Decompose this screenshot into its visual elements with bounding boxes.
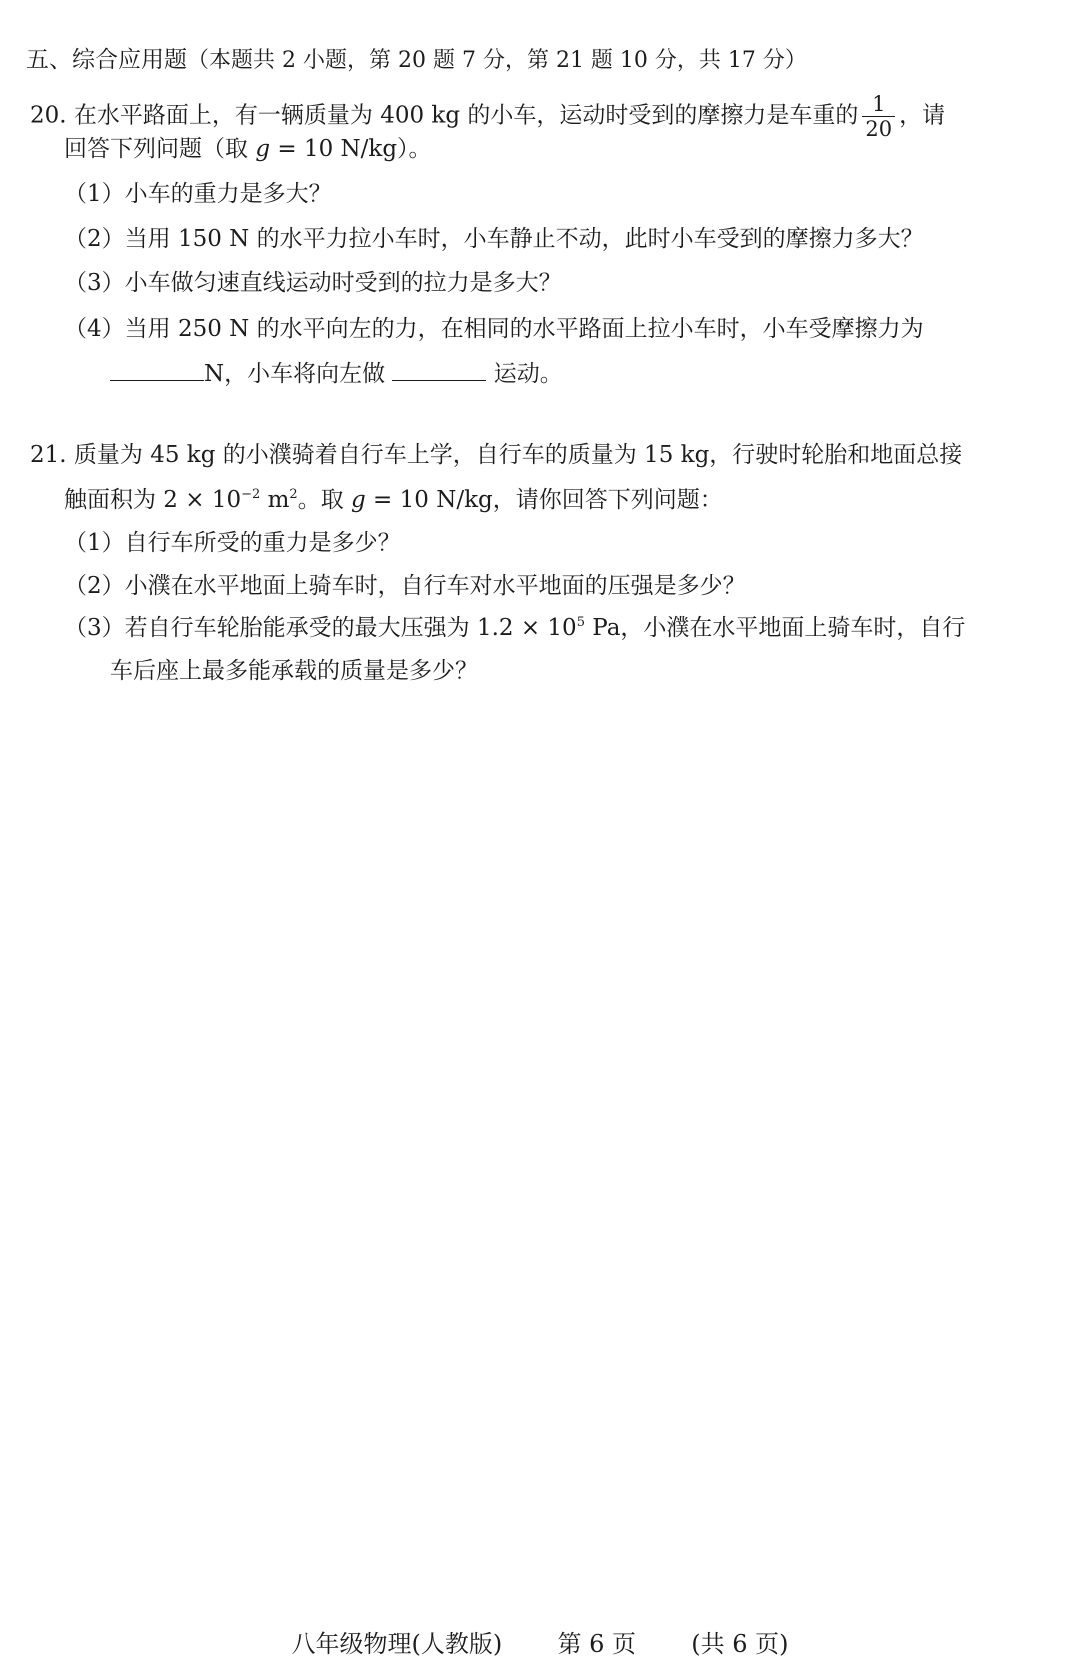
question-21-stem-text-4: = 10 N/kg，请你回答下列问题： — [365, 487, 723, 513]
g-symbol: g — [255, 136, 271, 162]
fraction-numerator: 1 — [862, 92, 895, 117]
question-20-sub-4: （4）当用 250 N 的水平向左的力，在相同的水平路面上拉小车时，小车受摩擦力为 — [64, 316, 924, 342]
g-symbol: g — [351, 487, 366, 513]
question-20-stem-end: ，请 — [899, 102, 946, 129]
question-20-sub-4-continued — [110, 362, 563, 386]
fraction-one-twentieth — [862, 92, 895, 141]
question-20-sub-3: （3）小车做匀速直线运动时受到的拉力是多大？ — [64, 270, 562, 296]
question-21-sub-3 — [64, 617, 965, 640]
question-21-stem-text-3: 。取 — [297, 487, 351, 513]
page-footer — [0, 1624, 1080, 1659]
pressure-exponent: 5 — [576, 615, 585, 630]
answer-blank-motion[interactable] — [392, 362, 486, 381]
question-20-sub-1: （1）小车的重力是多大？ — [64, 181, 332, 207]
section-note: （本题共 2 小题，第 20 题 7 分，第 21 题 10 分，共 17 分） — [187, 48, 807, 73]
question-21-number: 21. — [30, 442, 67, 468]
area-unit-exponent: 2 — [289, 487, 298, 502]
question-21-stem — [30, 444, 962, 467]
question-21-sub-3-text: （3）若自行车轮胎能承受的最大压强为 1.2 × 10 — [64, 615, 577, 641]
question-21-sub-1: （1）自行车所受的重力是多少？ — [64, 530, 401, 556]
question-20-stem-text: 在水平路面上，有一辆质量为 400 kg 的小车，运动时受到的摩擦力是车重的 — [73, 102, 859, 129]
question-20-number: 20. — [30, 102, 67, 129]
area-unit: m — [260, 487, 290, 513]
question-20-stem-text-2: 回答下列问题（取 — [64, 136, 256, 162]
question-21-stem-text: 质量为 45 kg 的小濮骑着自行车上学，自行车的质量为 15 kg，行驶时轮胎和地面总接 — [73, 442, 963, 468]
question-20-sub-2: （2）当用 150 N 的水平力拉小车时，小车静止不动，此时小车受到的摩擦力多大？ — [64, 226, 924, 252]
question-20-stem-text-3: = 10 N/kg）。 — [270, 136, 432, 162]
question-21-area-text: 触面积为 2 × 10 — [64, 487, 242, 513]
question-20-stem — [30, 92, 945, 141]
question-21-sub-2: （2）小濮在水平地面上骑车时，自行车对水平地面的压强是多少？ — [64, 573, 746, 599]
footer-page-number: 第 6 页 — [557, 1630, 636, 1658]
question-20-stem-continued — [64, 138, 432, 161]
question-20-sub-4-text-2: N，小车将向左做 — [204, 361, 386, 387]
footer-subject: 八年级物理(人教版) — [291, 1630, 503, 1658]
question-21-sub-3-text-2: Pa，小濮在水平地面上骑车时，自行 — [584, 615, 966, 641]
question-21-stem-continued — [64, 489, 723, 512]
fraction-denominator: 20 — [865, 117, 893, 142]
question-20-sub-4-text-3: 运动。 — [493, 361, 563, 387]
answer-blank-friction[interactable] — [110, 362, 204, 381]
footer-total-pages: (共 6 页) — [691, 1630, 789, 1658]
question-21-sub-3-continued: 车后座上最多能承载的质量是多少？ — [110, 658, 478, 684]
section-title-text: 五、综合应用题 — [26, 47, 187, 73]
section-title — [26, 49, 807, 72]
area-exponent: −2 — [241, 487, 261, 502]
